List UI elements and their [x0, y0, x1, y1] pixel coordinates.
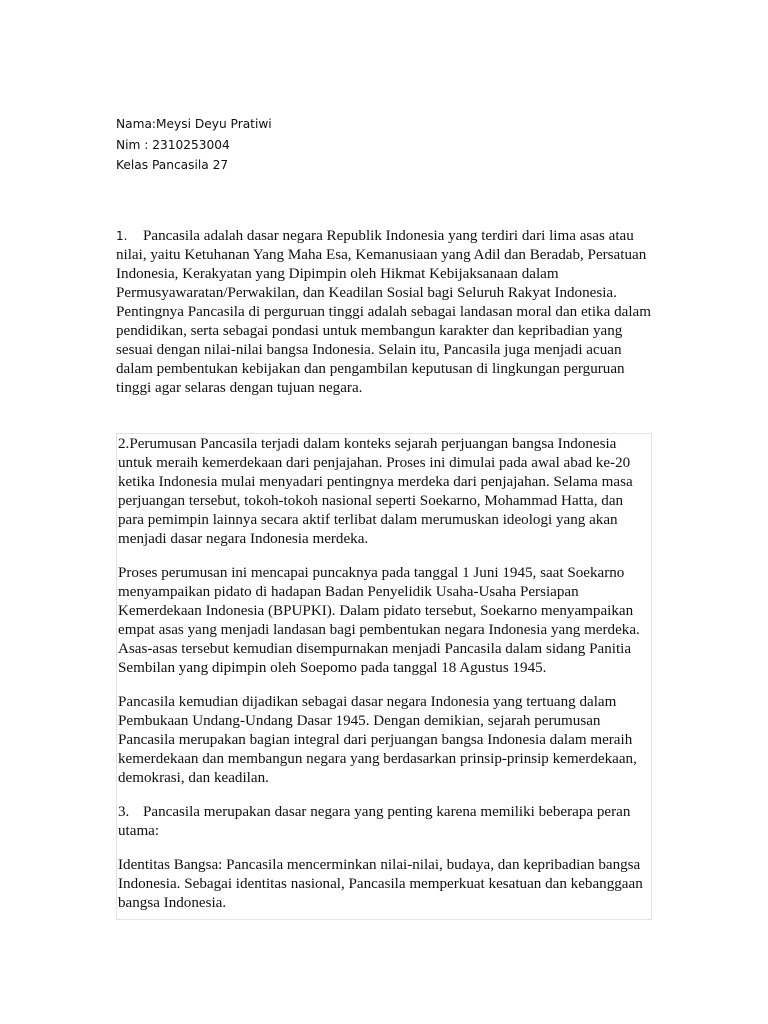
student-header	[116, 114, 272, 176]
answer-1-text: Pancasila adalah dasar negara Republik Indonesia yang terdiri dari lima asas atau nilai, yaitu Ketuhanan Yang Maha Esa, Kemanusiaan yang Adil dan Beradab, Persatuan Indonesia, Kerakyatan yang Dipimpin oleh Hikmat Kebijaksanaan dalam Permusyawaratan/Perwakilan, dan Keadilan Sosial bagi Seluruh Rakyat Indonesia. Pentingnya Pancasila di perguruan tinggi adalah sebagai landasan moral dan etika dalam pendidikan, serta sebagai pondasi untuk membangun karakter dan kepribadian yang sesuai dengan nilai-nilai bangsa Indonesia. Selain itu, Pancasila juga menjadi acuan dalam pembentukan kebijakan dan pengambilan keputusan di lingkungan perguruan tinggi agar selaras dengan tujuan negara.	[116, 228, 651, 396]
answer-3-intro	[118, 803, 651, 841]
answer-1	[116, 227, 656, 398]
answer-2-paragraph-3: Pancasila kemudian dijadikan sebagai dasar negara Indonesia yang tertuang dalam Pembukaan Undang-Undang Dasar 1945. Dengan demikian, sejarah perumusan Pancasila merupakan bagian integral dari perjuangan bangsa Indonesia dalam meraih kemerdekaan dan membangun negara yang berdasarkan prinsip-prinsip kemerdekaan, demokrasi, dan keadilan.	[118, 694, 637, 786]
answer-3-paragraph-1: Identitas Bangsa: Pancasila mencerminkan nilai-nilai, budaya, dan kepribadian bangsa Indonesia. Sebagai identitas nasional, Pancasila memperkuat kesatuan dan kebanggaan bangsa Indonesia.	[118, 857, 643, 911]
student-class: Kelas Pancasila 27	[116, 158, 229, 172]
answer-1-number: 1.	[116, 229, 128, 243]
student-nim: Nim : 2310253004	[116, 137, 230, 152]
answer-2-paragraph-1: 2.Perumusan Pancasila terjadi dalam konteks sejarah perjuangan bangsa Indonesia untuk meraih kemerdekaan dari penjajahan. Proses ini dimulai pada awal abad ke-20 ketika Indonesia mulai menyadari pentingnya merdeka dari penjajahan. Selama masa perjuangan tersebut, tokoh-tokoh nasional seperti Soekarno, Mohammad Hatta, dan para pemimpin lainnya secara aktif terlibat dalam merumuskan ideologi yang akan menjadi dasar negara Indonesia merdeka.	[118, 436, 633, 547]
student-name: Nama:Meysi Deyu Pratiwi	[116, 117, 272, 131]
answer-box	[116, 433, 652, 920]
answer-3-text: Pancasila merupakan dasar negara yang penting karena memiliki beberapa peran utama:	[118, 804, 631, 839]
answer-3-number: 3.	[118, 804, 130, 820]
answer-2-paragraph-2: Proses perumusan ini mencapai puncaknya pada tanggal 1 Juni 1945, saat Soekarno menyampaikan pidato di hadapan Badan Penyelidik Usaha-Usaha Persiapan Kemerdekaan Indonesia (BPUPKI). Dalam pidato tersebut, Soekarno menyampaikan empat asas yang menjadi landasan bagi pembentukan negara Indonesia yang merdeka. Asas-asas tersebut kemudian disempurnakan menjadi Pancasila dalam sidang Panitia Sembilan yang dipimpin oleh Soepomo pada tanggal 18 Agustus 1945.	[118, 565, 640, 676]
